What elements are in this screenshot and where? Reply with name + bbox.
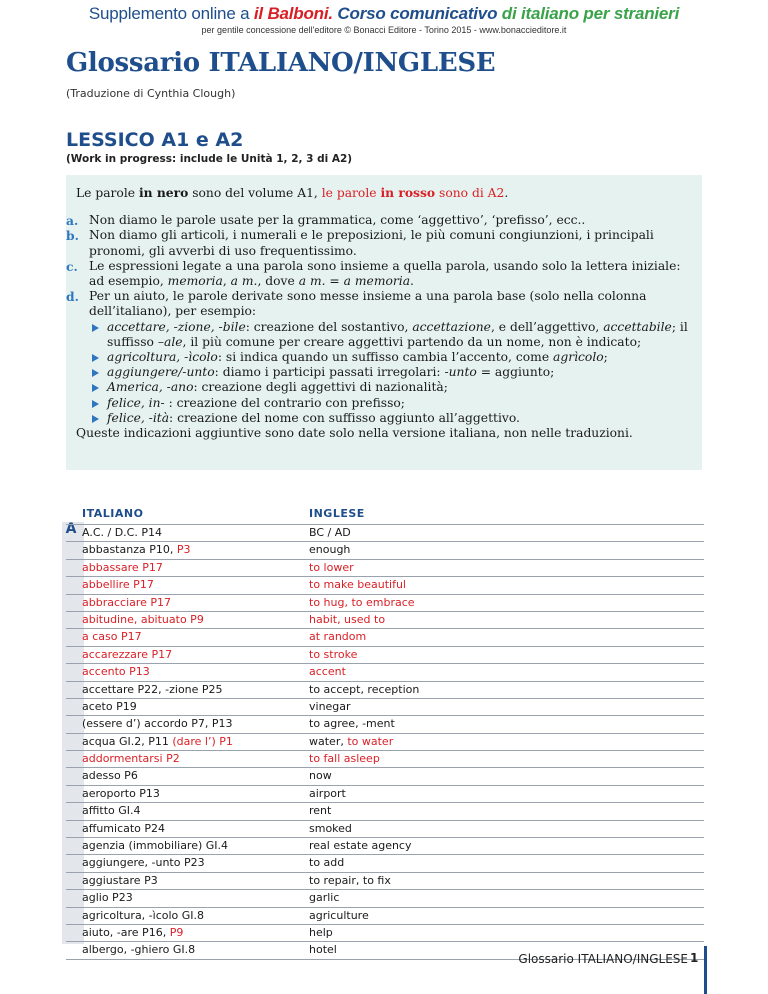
note-d-examples bbox=[89, 320, 692, 426]
italian-term: addormentarsi P2 bbox=[82, 752, 180, 766]
english-term: at random bbox=[309, 630, 367, 644]
supplement-course: Corso comunicativo bbox=[332, 4, 498, 23]
table-row bbox=[66, 803, 704, 820]
section-title: LESSICO A1 e A2 bbox=[66, 129, 244, 151]
english-term: airport bbox=[309, 786, 346, 800]
english-term: enough bbox=[309, 543, 351, 557]
english-term: to repair, to fix bbox=[309, 873, 391, 887]
table-row bbox=[66, 768, 704, 785]
english-term: to hug, to embrace bbox=[309, 595, 415, 609]
english-term: to accept, reception bbox=[309, 682, 420, 696]
footer-title: Glossario ITALIANO/INGLESE bbox=[518, 952, 688, 966]
italian-term: aiuto, -are P16, P9 bbox=[82, 925, 184, 939]
triangle-bullet-icon bbox=[92, 400, 99, 408]
italian-term: agricoltura, -ìcolo GI.8 bbox=[82, 908, 205, 922]
table-row bbox=[66, 925, 704, 942]
triangle-bullet-icon bbox=[92, 324, 99, 332]
notes-intro: Le parole in nero sono del volume A1, le parole in rosso sono di A2. bbox=[76, 185, 509, 200]
table-row bbox=[66, 699, 704, 716]
table-row bbox=[66, 682, 704, 699]
italian-term: accarezzare P17 bbox=[82, 647, 173, 661]
glossary-rows bbox=[66, 524, 704, 960]
italian-term: accettare P22, -zione P25 bbox=[82, 682, 223, 696]
english-term: habit, used to bbox=[309, 612, 386, 626]
table-row bbox=[66, 612, 704, 629]
publisher-line: per gentile concessione dell'editore © Bonacci Editore - Torino 2015 - www.bonaccieditore.it bbox=[201, 25, 567, 35]
table-row bbox=[66, 890, 704, 907]
table-row bbox=[66, 734, 704, 751]
column-header-italiano: ITALIANO bbox=[82, 507, 144, 520]
table-row bbox=[66, 524, 704, 542]
table-row bbox=[66, 908, 704, 925]
example-item: agricoltura, -ìcolo: si indica quando un suffisso cambia l’accento, come agrìcolo; bbox=[89, 350, 692, 365]
english-term: to add bbox=[309, 856, 345, 870]
triangle-bullet-icon bbox=[92, 415, 99, 423]
english-term: to agree, -ment bbox=[309, 717, 395, 731]
column-header-inglese: INGLESE bbox=[309, 507, 365, 520]
english-term: agriculture bbox=[309, 908, 369, 922]
english-term: to fall asleep bbox=[309, 752, 380, 766]
english-term: to stroke bbox=[309, 647, 358, 661]
supplement-line bbox=[0, 4, 768, 24]
italian-term: abbastanza P10, P3 bbox=[82, 543, 191, 557]
italian-term: a caso P17 bbox=[82, 630, 142, 644]
table-row bbox=[66, 577, 704, 594]
italian-term: abbellire P17 bbox=[82, 578, 154, 592]
italian-term: agenzia (immobiliare) GI.4 bbox=[82, 839, 229, 853]
italian-term: (essere d’) accordo P7, P13 bbox=[82, 717, 233, 731]
italian-term: accento P13 bbox=[82, 665, 150, 679]
table-row bbox=[66, 629, 704, 646]
table-row bbox=[66, 873, 704, 890]
example-item: America, -ano: creazione degli aggettivi di nazionalità; bbox=[89, 380, 692, 395]
triangle-bullet-icon bbox=[92, 369, 99, 377]
section-subtitle: (Work in progress: include le Unità 1, 2, 3 di A2) bbox=[66, 153, 353, 165]
table-row bbox=[66, 716, 704, 733]
notes-closing: Queste indicazioni aggiuntive sono date solo nella versione italiana, non nelle traduzioni. bbox=[76, 426, 633, 441]
italian-term: abbracciare P17 bbox=[82, 595, 172, 609]
table-row bbox=[66, 855, 704, 872]
table-row bbox=[66, 838, 704, 855]
table-row bbox=[66, 786, 704, 803]
english-term: help bbox=[309, 925, 333, 939]
page-edge-bar bbox=[704, 946, 707, 994]
table-row bbox=[66, 751, 704, 768]
italian-term: abitudine, abituato P9 bbox=[82, 612, 204, 626]
example-item: accettare, -zione, -bile: creazione del sostantivo, accettazione, e dell’aggettivo, accettabile; il suffisso –ale, il più comune per creare aggettivi partendo da un nome, non è indicato; bbox=[89, 320, 692, 350]
supplement-book: il Balboni. bbox=[253, 4, 333, 23]
section-letter: A bbox=[65, 521, 77, 537]
note-d: d. Per un aiuto, le parole derivate sono messe insieme a una parola base (solo nella colonna dell’italiano), per esempio: accettare, -zione, -bile: creazione del sostantivo, accettazione, e dell’aggettivo, accettabile; il suffisso –ale, il più comune per creare aggettivi partendo da un nome, non è indicato; agricoltura, -ìcolo: si indica quando un suffisso cambia l’accento, come agrìcolo; aggiungere/-unto: diamo i participi passati irregolari: -unto = aggiunto; America, -ano: creazione degli aggettivi di nazionalità; felice, in- : creazione del contrario con prefisso; felice, -ità: creazione del nome con suffisso aggiunto all’aggettivo. bbox=[76, 289, 692, 426]
page-subtitle: (Traduzione di Cynthia Clough) bbox=[66, 87, 236, 100]
example-item: felice, -ità: creazione del nome con suffisso aggiunto all’aggettivo. bbox=[89, 411, 692, 426]
page-title: Glossario ITALIANO/INGLESE bbox=[66, 48, 496, 78]
italian-term: affumicato P24 bbox=[82, 821, 166, 835]
note-b: b. Non diamo gli articoli, i numerali e le preposizioni, le più comuni congiunzioni, i principali pronomi, gli avverbi di uso frequentissimo. bbox=[66, 228, 654, 258]
triangle-bullet-icon bbox=[92, 354, 99, 362]
italian-term: aeroporto P13 bbox=[82, 786, 160, 800]
english-term: BC / AD bbox=[309, 526, 351, 539]
table-row bbox=[66, 542, 704, 559]
english-term: rent bbox=[309, 804, 332, 818]
note-c: c. Le espressioni legate a una parola sono insieme a quella parola, usando solo la lettera iniziale: ad esempio, memoria, a m., dove a m. = a memoria. bbox=[66, 258, 681, 289]
italian-term: aggiustare P3 bbox=[82, 873, 158, 887]
example-item: aggiungere/-unto: diamo i participi passati irregolari: -unto = aggiunto; bbox=[89, 365, 692, 380]
table-row bbox=[66, 821, 704, 838]
note-a: a. Non diamo le parole usate per la grammatica, come ‘aggettivo’, ‘prefisso’, ecc.. bbox=[66, 213, 586, 229]
italian-term: acqua GI.2, P11 (dare l’) P1 bbox=[82, 734, 233, 748]
supplement-header bbox=[0, 4, 768, 35]
supplement-prefix: Supplemento online a bbox=[88, 4, 254, 23]
english-term: accent bbox=[309, 665, 346, 679]
table-row bbox=[66, 664, 704, 681]
english-term: smoked bbox=[309, 821, 352, 835]
italian-term: aggiungere, -unto P23 bbox=[82, 856, 205, 870]
table-row bbox=[66, 560, 704, 577]
italian-term: affitto GI.4 bbox=[82, 804, 141, 818]
english-term: now bbox=[309, 769, 332, 783]
english-term: vinegar bbox=[309, 699, 351, 713]
table-row bbox=[66, 647, 704, 664]
italian-term: adesso P6 bbox=[82, 769, 138, 783]
table-row bbox=[66, 595, 704, 612]
italian-term: aglio P23 bbox=[82, 891, 133, 905]
english-term: hotel bbox=[309, 943, 337, 957]
english-term: garlic bbox=[309, 891, 340, 905]
italian-term: A.C. / D.C. P14 bbox=[82, 526, 162, 539]
page-number: 1 bbox=[690, 951, 699, 965]
italian-term: aceto P19 bbox=[82, 699, 137, 713]
italian-term: albergo, -ghiero GI.8 bbox=[82, 943, 196, 957]
supplement-tail: di italiano per stranieri bbox=[497, 4, 680, 23]
english-term: real estate agency bbox=[309, 839, 412, 853]
triangle-bullet-icon bbox=[92, 384, 99, 392]
english-term: water, to water bbox=[309, 734, 394, 748]
example-item: felice, in- : creazione del contrario con prefisso; bbox=[89, 396, 692, 411]
english-term: to lower bbox=[309, 560, 354, 574]
english-term: to make beautiful bbox=[309, 578, 406, 592]
italian-term: abbassare P17 bbox=[82, 560, 163, 574]
notes-list bbox=[66, 213, 692, 426]
notes-box bbox=[66, 175, 702, 470]
